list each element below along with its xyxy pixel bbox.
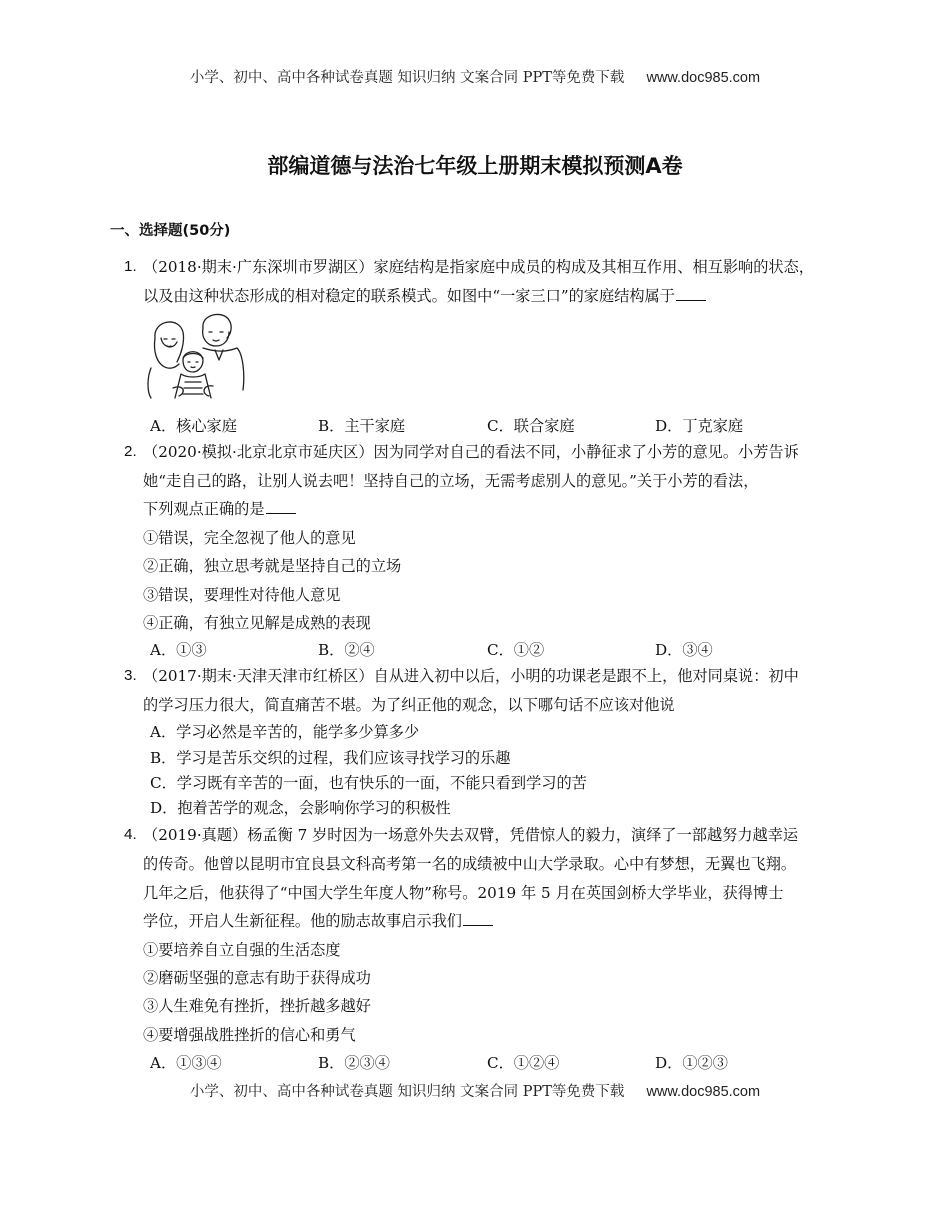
header-url: www.doc985.com	[646, 70, 761, 86]
footer-text: 小学、初中、高中各种试卷真题 知识归纳 文案合同 PPT等免费下载	[189, 1084, 625, 1100]
statement: ③人生难免有挫折，挫折越多越好	[143, 997, 371, 1015]
question-number: 3.	[124, 667, 137, 684]
header-text: 小学、初中、高中各种试卷真题 知识归纳 文案合同 PPT等免费下载	[189, 70, 625, 86]
statement: ②磨砺坚强的意志有助于获得成功	[143, 969, 371, 987]
option-a: A．学习必然是辛苦的，能学多少算多少	[150, 723, 420, 741]
question-number: 1.	[124, 258, 137, 275]
answer-blank	[266, 499, 296, 514]
question-text-line: 几年之后，他获得了“中国大学生年度人物”称号。2019 年 5 月在英国剑桥大学毕业，获得博士	[143, 884, 784, 902]
page-footer	[0, 1080, 950, 1101]
question-text-line: 学位，开启人生新征程。他的励志故事启示我们	[143, 911, 493, 931]
option-b: B．学习是苦乐交织的过程，我们应该寻找学习的乐趣	[150, 749, 511, 767]
statement: ②正确，独立思考就是坚持自己的立场	[143, 557, 402, 575]
option-a: A．核心家庭	[150, 417, 237, 435]
answer-blank	[463, 911, 493, 926]
question-text-line: （2019·真题）杨孟衡 7 岁时因为一场意外失去双臂，凭借惊人的毅力，演绎了一部越努力越幸运	[143, 826, 799, 844]
question-text-line: （2018·期末·广东深圳市罗湖区）家庭结构是指家庭中成员的构成及其相互作用、相互影响的状态，	[143, 258, 814, 276]
question-text-line: 以及由这种状态形成的相对稳定的联系模式。如图中“一家三口”的家庭结构属于	[143, 286, 706, 306]
page-header	[0, 66, 950, 87]
statement: ③错误，要理性对待他人意见	[143, 586, 341, 604]
statement: ①错误，完全忽视了他人的意见	[143, 529, 356, 547]
question-number: 4.	[124, 826, 137, 843]
option-c: C．联合家庭	[487, 417, 575, 435]
answer-blank	[676, 286, 706, 301]
question-number: 2.	[124, 443, 137, 460]
section-heading: 一、选择题(50分)	[110, 223, 231, 239]
option-d: D．丁克家庭	[655, 417, 744, 435]
exam-title: 部编道德与法治七年级上册期末模拟预测A卷	[267, 154, 683, 178]
option-a: A．①③④	[150, 1054, 222, 1072]
option-b: B．②③④	[318, 1054, 390, 1072]
question-text-line: 的学习压力很大，简直痛苦不堪。为了纠正他的观念，以下哪句话不应该对他说	[143, 696, 675, 714]
question-text-line: （2020·模拟·北京北京市延庆区）因为同学对自己的看法不同，小静征求了小芳的意见。小芳告诉	[143, 443, 799, 461]
question-text-line: 她“走自己的路，让别人说去吧！坚持自己的立场，无需考虑别人的意见。”关于小芳的看法，	[143, 472, 759, 490]
option-b: B．②④	[318, 641, 375, 659]
option-d: D．抱着苦学的观念，会影响你学习的积极性	[150, 799, 451, 817]
question-text-line: 下列观点正确的是	[143, 499, 296, 519]
option-d: D．③④	[655, 641, 713, 659]
option-d: D．①②③	[655, 1054, 728, 1072]
statement: ④要增强战胜挫折的信心和勇气	[143, 1026, 356, 1044]
option-c: C．①②④	[487, 1054, 560, 1072]
option-c: C．学习既有辛苦的一面，也有快乐的一面，不能只看到学习的苦	[150, 774, 587, 792]
footer-url: www.doc985.com	[646, 1084, 761, 1100]
option-a: A．①③	[150, 641, 207, 659]
statement: ①要培养自立自强的生活态度	[143, 941, 341, 959]
family-illustration	[143, 308, 249, 400]
option-b: B．主干家庭	[318, 417, 406, 435]
question-text-line: （2017·期末·天津天津市红桥区）自从进入初中以后，小明的功课老是跟不上，他对同桌说：初中	[143, 667, 799, 685]
statement: ④正确，有独立见解是成熟的表现	[143, 614, 371, 632]
question-text-line: 的传奇。他曾以昆明市宜良县文科高考第一名的成绩被中山大学录取。心中有梦想，无翼也飞翔。	[143, 855, 797, 873]
option-c: C．①②	[487, 641, 545, 659]
